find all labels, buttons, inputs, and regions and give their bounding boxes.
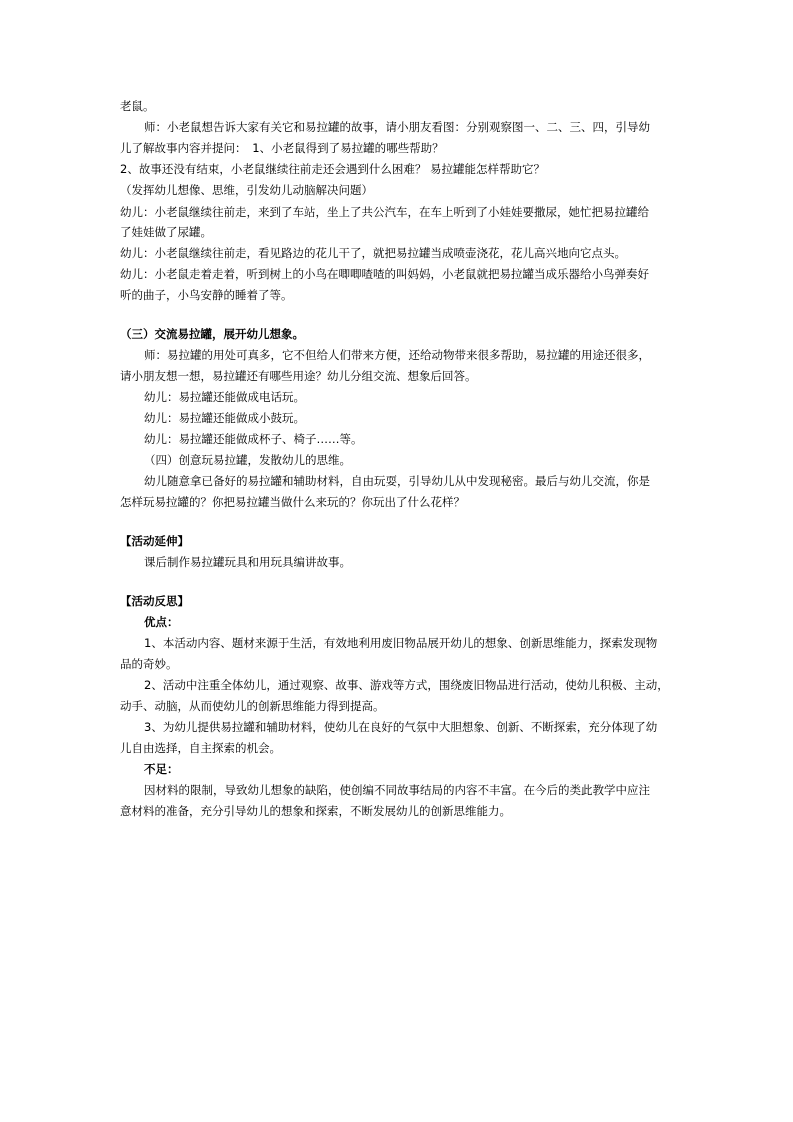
text-line: 1、本活动内容、题材来源于生活，有效地利用废旧物品展开幼儿的想象、创新思维能力，探索发现物 xyxy=(144,636,658,650)
text-line: 怎样玩易拉罐的？你把易拉罐当做什么来玩的？你玩出了什么花样？ xyxy=(120,495,465,509)
text-line: 师：小老鼠想告诉大家有关它和易拉罐的故事，请小朋友看图：分别观察图一、二、三、四，引导幼 xyxy=(144,120,650,134)
text-line: 师：易拉罐的用处可真多，它不但给人们带来方便，还给动物带来很多帮助，易拉罐的用途还很多， xyxy=(144,348,650,362)
text-line: 动手、动脑，从而使幼儿的创新思维能力得到提高。 xyxy=(120,699,385,713)
text-line: 幼儿：小老鼠继续往前走，看见路边的花儿干了，就把易拉罐当成喷壶浇花，花儿高兴地向它点头。 xyxy=(120,246,626,260)
text-line: 课后制作易拉罐玩具和用玩具编讲故事。 xyxy=(144,555,351,569)
text-line: 请小朋友想一想，易拉罐还有哪些用途？幼儿分组交流、想象后回答。 xyxy=(120,369,477,383)
section-heading: （三）交流易拉罐，展开幼儿想象。 xyxy=(120,327,304,341)
text-line: 老鼠。 xyxy=(120,99,155,113)
text-line: 了娃娃做了尿罐。 xyxy=(120,225,212,239)
text-line: 幼儿：易拉罐还能做成小鼓玩。 xyxy=(144,411,305,425)
text-line: 儿自由选择，自主探索的机会。 xyxy=(120,741,281,755)
text-line: 品的奇妙。 xyxy=(120,657,178,671)
text-line: 幼儿随意拿已备好的易拉罐和辅助材料，自由玩耍，引导幼儿从中发现秘密。最后与幼儿交流，你是 xyxy=(144,474,650,488)
text-line: 幼儿：小老鼠继续往前走，来到了车站，坐上了共公汽车，在车上听到了小娃娃要撒尿，她忙把易拉罐给 xyxy=(120,205,649,219)
text-line: 2、故事还没有结束，小老鼠继续往前走还会遇到什么困难？ 易拉罐能怎样帮助它？ xyxy=(120,162,545,176)
text-line: 因材料的限制，导致幼儿想象的缺陷，使创编不同故事结局的内容不丰富。在今后的类此教学中应注 xyxy=(144,783,650,797)
text-line: 儿了解故事内容并提问： 1、小老鼠得到了易拉罐的哪些帮助？ xyxy=(120,141,444,155)
subheading: 不足： xyxy=(144,762,179,776)
text-line: 幼儿：易拉罐还能做成电话玩。 xyxy=(144,390,305,404)
text-line: 幼儿：小老鼠走着走着，听到树上的小鸟在唧唧喳喳的叫妈妈，小老鼠就把易拉罐当成乐器给小鸟弹奏好 xyxy=(120,267,649,281)
text-line: 3、为幼儿提供易拉罐和辅助材料，使幼儿在良好的气氛中大胆想象、创新、不断探索，充分体现了幼 xyxy=(144,720,658,734)
text-line: （发挥幼儿想像、思维，引发幼儿动脑解决问题） xyxy=(120,183,373,197)
text-line: （四）创意玩易拉罐，发散幼儿的思维。 xyxy=(144,453,351,467)
text-line: 意材料的准备，充分引导幼儿的想象和探索，不断发展幼儿的创新思维能力。 xyxy=(120,804,511,818)
section-heading: 【活动延伸】 xyxy=(120,534,189,548)
text-line: 2、活动中注重全体幼儿，通过观察、故事、游戏等方式，围绕废旧物品进行活动，使幼儿积极、主动， xyxy=(144,678,669,692)
subheading: 优点： xyxy=(144,615,179,629)
text-line: 幼儿：易拉罐还能做成杯子、椅子……等。 xyxy=(144,432,363,446)
section-heading: 【活动反思】 xyxy=(120,594,189,608)
text-line: 听的曲子，小鸟安静的睡着了等。 xyxy=(120,288,293,302)
